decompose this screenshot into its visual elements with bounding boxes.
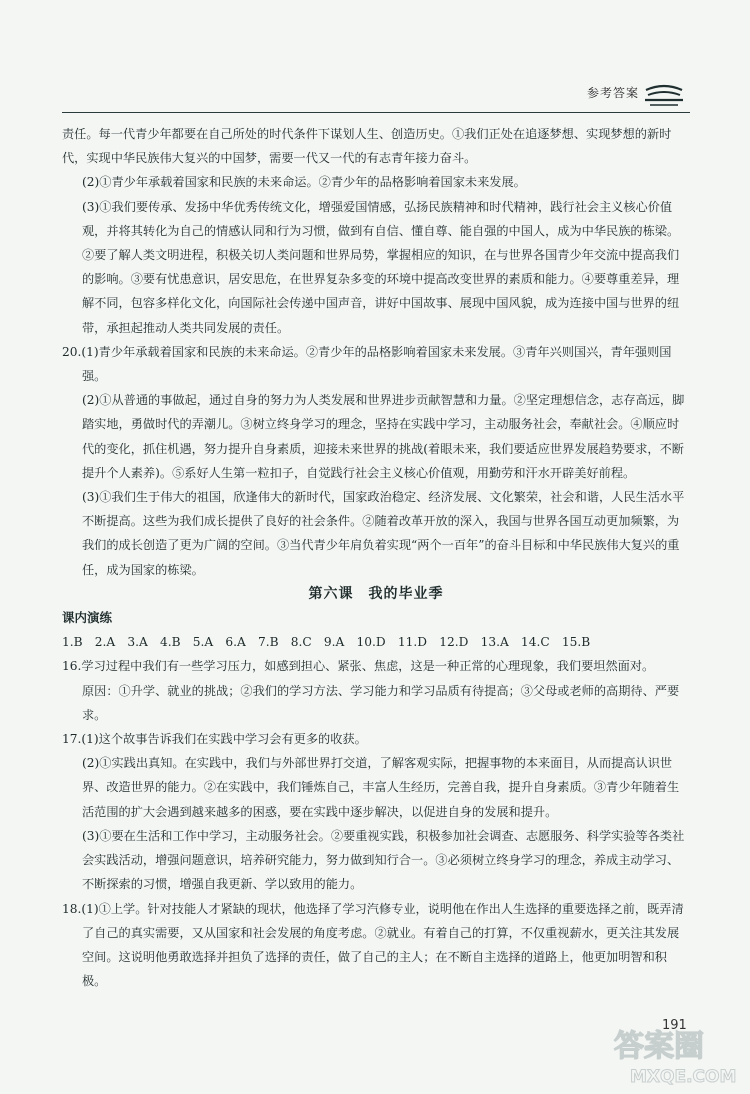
answer-paragraph: 责任。每一代青少年都要在自己所处的时代条件下谋划人生、创造历史。①我们正处在追逐梦想、实现梦想的新时代，实现中华民族伟大复兴的中国梦，需要一代又一代的有志青年接力奋斗。 [62,127,672,166]
page-number: 191 [662,1018,687,1033]
answer-paragraph: (3)①要在生活和工作中学习，主动服务社会。②要重视实践，积极参加社会调查、志愿服务、科学实验等各类社会实践活动，增强问题意识，培养研究能力，努力做到知行合一。③必须树立终身学习的理念，养成主动学习、不断探索的习惯，增强自我更新、学以致用的能力。 [82,828,685,892]
chapter-title: 第六课 我的毕业季 [308,585,444,602]
answer-paragraph: (2)①从普通的事做起，通过自身的努力为人类发展和世界进步贡献智慧和力量。②坚定理想信念，志存高远，脚踏实地，勇做时代的弄潮儿。③树立终身学习的理念，坚持在实践中学习，主动服务社会，奉献社会。④顺应时代的变化，抓住机遇，努力提升自身素质，迎接未来世界的挑战(着眼未来，我们要适应世界发展趋势要求，不断提升个人素养)。⑤系好人生第一粒扣子，自觉践行社会主义核心价值观，用勤劳和汗水开辟美好前程。 [82,393,685,480]
answer-paragraph: 原因：①升学、就业的挑战；②我们的学习方法、学习能力和学习品质有待提高；③父母或老师的高期待、严要求。 [82,683,680,722]
answer-paragraph: 20.(1)青少年承载着国家和民族的未来命运。②青少年的品格影响着国家未来发展。③青年兴则国兴，青年强则国强。 [62,344,672,384]
answer-paragraph: (3)①我们生于伟大的祖国，欣逢伟大的新时代，国家政治稳定、经济发展、文化繁荣，社会和谐，人民生活水平不断提高。这些为我们成长提供了良好的社会条件。②随着改革开放的深入，我国与世界各国互动更加频繁，为我们的成长创造了更为广阔的空间。③当代青少年肩负着实现“两个一百年”的奋斗目标和中华民族伟大复兴的重任，成为国家的栋梁。 [82,490,685,577]
book-stack-icon [642,80,686,110]
answer-paragraph: 18.(1)①上学。针对技能人才紧缺的现状，他选择了学习汽修专业，说明他在作出人生选择的重要选择之前，既弄清了自己的真实需要，又从国家和社会发展的角度考虑。②就业。有着自己的打算，不仅重视薪水，更关注其发展空间。这说明他勇敢选择并担负了选择的责任，做了自己的主人；在不断自主选择的道路上，他更加明智和积极。 [62,901,684,989]
header-label: 参考答案 [587,86,640,100]
answer-paragraph: (2)①实践出真知。在实践中，我们与外部世界打交道，了解客观实际，把握事物的本来面目，从而提高认识世界、改造世界的能力。②在实践中，我们锤炼自己，丰富人生经历，完善自我，提升自身素质。③青少年随着生活范围的扩大会遇到越来越多的困惑，要在实践中逐步解决，以促进自身的发展和提升。 [82,756,680,819]
watermark-logo [610,1022,740,1088]
section-heading: 课内演练 [62,610,113,626]
answer-paragraph: 1.B 2.A 3.A 4.B 5.A 6.A 7.B 8.C 9.A 10.D 11.D 12.D 13.A 14.C 15.B [62,635,591,650]
answer-paragraph: (3)①我们要传承、发扬中华优秀传统文化，增强爱国情感，弘扬民族精神和时代精神，践行社会主义核心价值观，并将其转化为自己的情感认同和行为习惯，做到有自信、懂自尊、能自强的中国人，成为中华民族的栋梁。②要了解人类文明进程，积极关切人类问题和世界局势，掌握相应的知识，在与世界各国青少年交流中提高我们的影响。③要有忧患意识，居安思危，在世界复杂多变的环境中提高改变世界的素质和能力。④要尊重差异，理解不同，包容多样化文化，向国际社会传递中国声音，讲好中国故事、展现中国风貌，成为连接中国与世界的纽带，承担起推动人类共同发展的责任。 [82,199,680,335]
answer-paragraph: 17.(1)这个故事告诉我们在实践中学习会有更多的收获。 [62,732,367,747]
answer-paragraph: (2)①青少年承载着国家和民族的未来命运。②青少年的品格影响着国家未来发展。 [82,175,526,190]
watermark-domain: MXQE.COM [630,1067,737,1087]
answer-text [62,122,690,993]
header-divider [62,112,690,113]
answer-paragraph: 16.学习过程中我们有一些学习压力，如感到担心、紧张、焦虑，这是一种正常的心理现象，我们要坦然面对。 [62,659,655,674]
watermark-title: 答案圈 [614,1029,704,1064]
